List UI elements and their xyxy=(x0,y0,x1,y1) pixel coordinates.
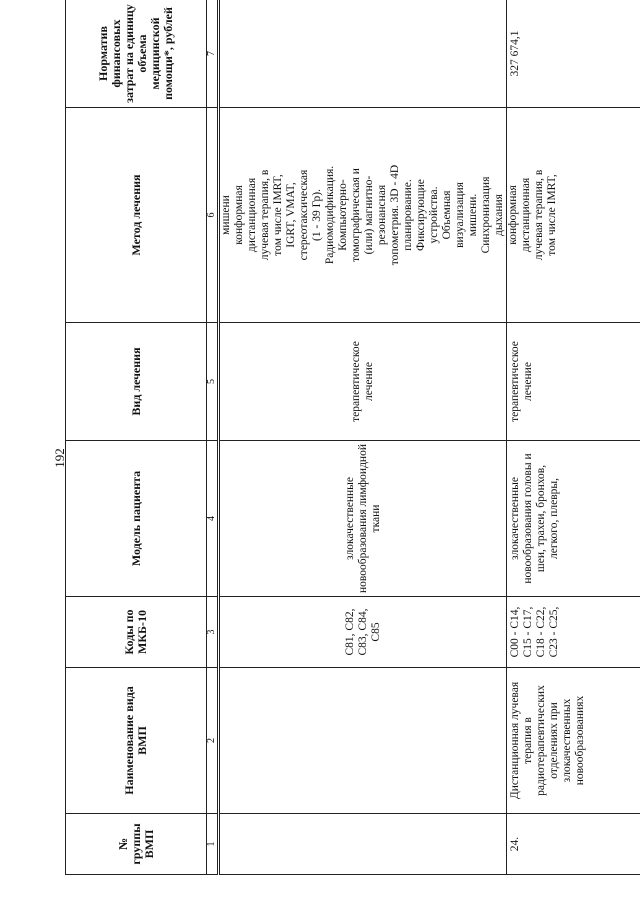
method-line: планирование. xyxy=(402,179,414,251)
cell-group: 24. xyxy=(507,814,640,875)
cell-group xyxy=(219,814,507,875)
method-line: Компьютерно- xyxy=(337,179,349,251)
method-line: мишени xyxy=(220,195,232,235)
column-number: 7 xyxy=(207,0,219,108)
method-line: Радиомодификация. xyxy=(324,165,336,265)
method-line: Фиксирующие xyxy=(415,179,427,251)
column-number: 5 xyxy=(207,323,219,441)
cell-name xyxy=(219,668,507,814)
cell-cost xyxy=(219,0,507,108)
method-line: том числе IMRT, xyxy=(546,174,558,256)
cell-name: Дистанционная лучевая терапия в радиотерапевтических отделениях при злокачественных новообразованиях xyxy=(507,668,640,814)
method-line: Синхронизация xyxy=(480,176,492,254)
method-line: дистанционная xyxy=(520,177,532,253)
header-group: № группы ВМП xyxy=(66,814,207,875)
column-number: 6 xyxy=(207,108,219,323)
method-line: стереотаксическая xyxy=(298,169,310,261)
method-line: Объемная xyxy=(441,190,453,240)
method-line: конформная xyxy=(507,185,519,245)
method-line: резонансная xyxy=(376,184,388,246)
header-model: Модель пациента xyxy=(66,441,207,597)
method-line: IGRT, VMAT, xyxy=(285,182,297,248)
header-cost: Норматив финансовых затрат на единицу объема медицинской помощи*, рублей xyxy=(66,0,207,108)
column-number: 1 xyxy=(207,814,219,875)
column-number: 4 xyxy=(207,441,219,597)
method-line: лучевая терапия, в xyxy=(533,169,545,261)
cell-codes: C81, C82, C83, C84, C85 xyxy=(219,597,507,668)
cell-cost: 327 674,1 xyxy=(507,0,640,108)
method-line: (1 - 39 Гр). xyxy=(311,189,323,241)
cell-treatment-type: терапевтическое лечение xyxy=(219,323,507,441)
vmp-table-sheet xyxy=(65,0,586,875)
method-line: устройства. xyxy=(428,186,440,244)
method-line: (или) магнитно- xyxy=(363,175,375,255)
method-line: томографическая и xyxy=(350,168,362,262)
header-row xyxy=(66,0,207,875)
vmp-table xyxy=(65,0,640,875)
method-line: том числе IMRT, xyxy=(272,174,284,256)
header-method: Метод лечения xyxy=(66,108,207,323)
header-name: Наименование вида ВМП xyxy=(66,668,207,814)
method-line: топометрия. 3D - 4D xyxy=(389,164,401,266)
header-codes: Коды по МКБ-10 xyxy=(66,597,207,668)
method-line: конформная xyxy=(233,185,245,245)
method-line: лучевая терапия, в xyxy=(259,169,271,261)
header-treatment-type: Вид лечения xyxy=(66,323,207,441)
page-number: 192 xyxy=(52,448,67,468)
method-line: мишени. xyxy=(467,193,479,237)
cell-method xyxy=(507,108,640,323)
cell-treatment-type: терапевтическое лечение xyxy=(507,323,640,441)
method-line: визуализация xyxy=(454,182,466,248)
cell-codes: C00 - C14, C15 - C17, C18 - C22, C23 - C25, xyxy=(507,597,640,668)
column-number-row xyxy=(207,0,219,875)
column-number: 2 xyxy=(207,668,219,814)
method-line: дыхания xyxy=(493,194,505,236)
cell-model: злокачественные новообразования головы и шеи, трахеи, бронхов, легкого, плевры, xyxy=(507,441,640,597)
table-row xyxy=(219,0,507,875)
cell-method xyxy=(219,108,507,323)
column-number: 3 xyxy=(207,597,219,668)
table-row xyxy=(507,0,640,875)
cell-model: злокачественные новообразования лимфоидной ткани xyxy=(219,441,507,597)
method-line: дистанционная xyxy=(246,177,258,253)
